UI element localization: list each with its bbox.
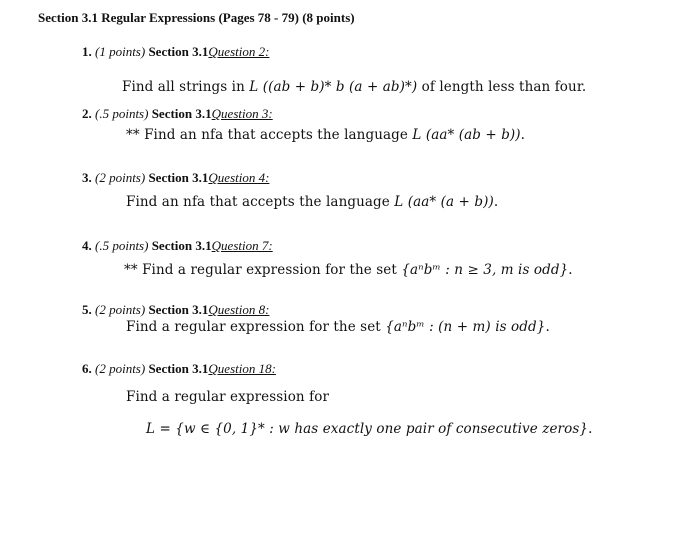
question-number: 1. <box>82 44 92 59</box>
math-expression: L ((ab + b)* b (a + ab)*) <box>249 79 418 95</box>
question-text-end: . <box>545 319 550 335</box>
question-2-body <box>126 127 525 143</box>
math-expression: {aⁿbᵐ : (n + m) is odd} <box>385 319 546 335</box>
question-1-body <box>122 79 586 95</box>
question-number: 5. <box>82 302 92 317</box>
question-points: (2 points) <box>95 302 146 317</box>
question-4-body <box>124 262 573 278</box>
question-section: Section 3.1 <box>151 238 212 253</box>
question-number: 2. <box>82 106 92 121</box>
question-6-header <box>82 361 276 377</box>
question-points: (.5 points) <box>95 106 149 121</box>
question-text-end: . <box>520 127 526 143</box>
question-text: ** Find an nfa that accepts the language <box>126 127 413 143</box>
question-4-header <box>82 238 273 254</box>
question-section: Section 3.1 <box>148 44 209 59</box>
question-link[interactable]: Question 2: <box>208 44 270 59</box>
question-points: (1 points) <box>95 44 146 59</box>
question-section: Section 3.1 <box>148 170 209 185</box>
math-expression: L = {w ∈ {0, 1}* : w has exactly one pair of consecutive zeros} <box>146 421 589 437</box>
question-section: Section 3.1 <box>151 106 212 121</box>
question-text: Find all strings in <box>122 79 250 95</box>
question-link[interactable]: Question 3: <box>211 106 273 121</box>
question-points: (2 points) <box>95 361 146 376</box>
question-3-body <box>126 194 498 210</box>
question-points: (2 points) <box>95 170 146 185</box>
question-text: Find an nfa that accepts the language <box>126 194 395 210</box>
question-section: Section 3.1 <box>148 361 209 376</box>
question-5-body <box>126 319 550 335</box>
question-text-end: . <box>493 194 499 210</box>
question-text-end: . <box>588 421 593 437</box>
question-number: 4. <box>82 238 92 253</box>
question-text-end: . <box>568 262 573 278</box>
math-expression: L (aa* (ab + b)) <box>412 127 521 143</box>
math-expression: L (aa* (a + b)) <box>394 194 494 210</box>
question-points: (.5 points) <box>95 238 149 253</box>
question-5-header <box>82 302 269 318</box>
question-link[interactable]: Question 18: <box>208 361 276 376</box>
question-number: 3. <box>82 170 92 185</box>
question-link[interactable]: Question 8: <box>208 302 270 317</box>
question-1-header <box>82 44 269 60</box>
question-2-header <box>82 106 273 122</box>
question-6-formula <box>146 421 592 437</box>
question-text: Find a regular expression for <box>126 389 329 405</box>
math-expression: {aⁿbᵐ : n ≥ 3, m is odd} <box>401 262 569 278</box>
question-link[interactable]: Question 4: <box>208 170 270 185</box>
question-section: Section 3.1 <box>148 302 209 317</box>
question-text-end: of length less than four. <box>417 79 587 95</box>
question-3-header <box>82 170 269 186</box>
section-header: Section 3.1 Regular Expressions (Pages 78 - 79) (8 points) <box>38 10 355 25</box>
question-text: ** Find a regular expression for the set <box>124 262 402 278</box>
question-text: Find a regular expression for the set <box>126 319 386 335</box>
question-link[interactable]: Question 7: <box>211 238 273 253</box>
question-6-body <box>126 389 329 405</box>
question-number: 6. <box>82 361 92 376</box>
